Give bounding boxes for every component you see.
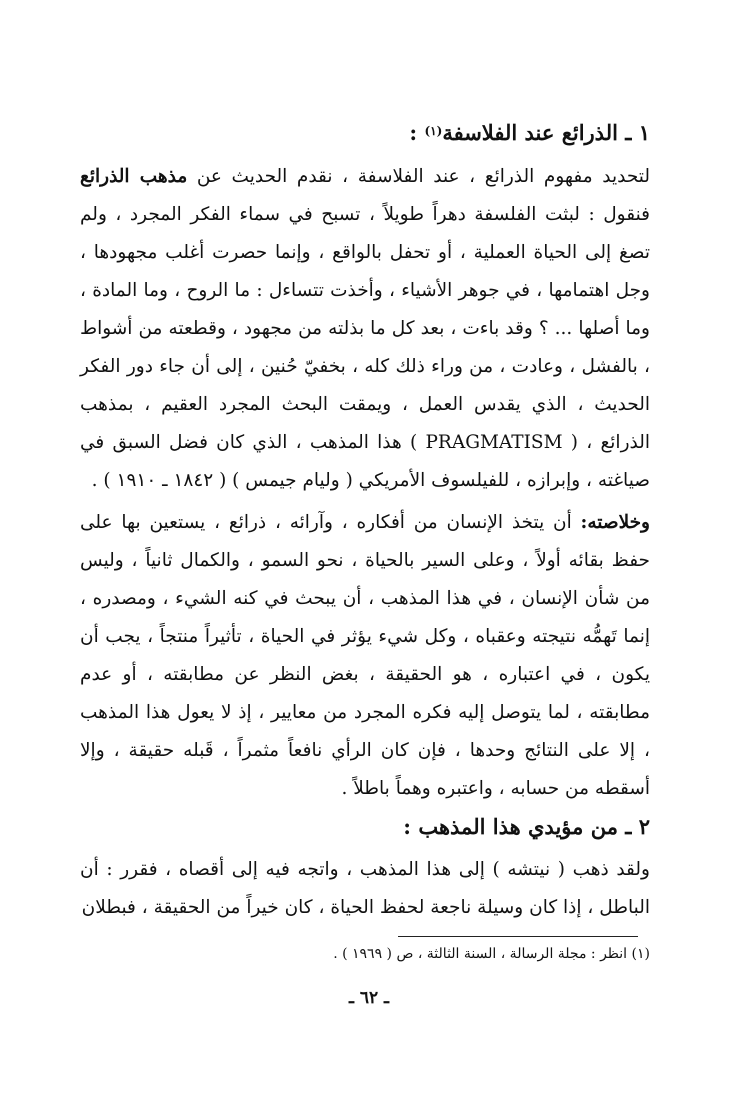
paragraph-intro xyxy=(80,158,650,500)
summary-label: وخلاصته: xyxy=(580,512,650,533)
paragraph-lead: لتحديد مفهوم الذرائع ، عند الفلاسفة ، نقدم الحديث عن xyxy=(187,166,650,187)
footnote-divider xyxy=(398,936,638,937)
paragraph-body: فنقول : لبثت الفلسفة دهراً طويلاً ، تسبح في سماء الفكر المجرد ، ولم تصغ إلى الحياة العملية ، أو تحفل بالواقع ، وإنما حصرت أغلب مجهودها ، وجل اهتمامها ، في جوهر الأشياء ، وأخذت تتساءل : ما الروح ، وما المادة ، وما أصلها ... ؟ وقد باءت ، بعد كل ما بذلته من مجهود ، وقطعته من أشواط ، بالفشل ، وعادت ، من وراء ذلك كله ، بخفيّ حُنين ، إلى أن جاء دور الفكر الحديث ، الذي يقدس العمل ، ويمقت البحث المجرد العقيم ، بمذهب الذرائع ، ( PRAGMATISM ) هذا المذهب ، الذي كان فضل السبق في صياغته ، وإبرازه ، للفيلسوف الأمريكي ( وليام جيمس ) ( ١٨٤٢ ـ ١٩١٠ ) . xyxy=(80,204,650,491)
section-heading-1 xyxy=(409,118,650,148)
footnote: (١) انظر : مجلة الرسالة ، السنة الثالثة ، ص ( ١٩٦٩ ) . xyxy=(333,946,650,962)
footnote-marker: (١) xyxy=(424,124,443,138)
paragraph-supporters: ولقد ذهب ( نيتشه ) إلى هذا المذهب ، واتجه فيه إلى أقصاه ، فقرر : أن الباطل ، إذا كان وسيلة ناجعة لحفظ الحياة ، كان خيراً من الحقيقة ، فبطلان xyxy=(80,859,650,918)
paragraph-body: أن يتخذ الإنسان من أفكاره ، وآرائه ، ذرائع ، يستعين بها على حفظ بقائه أولاً ، وعلى السير بالحياة ، نحو السمو ، والكمال ثانياً ، وليس من شأن الإنسان ، في هذا المذهب ، أن يبحث في كنه الشيء ، ومصدره ، إنما تَهمُّه نتيجته وعقباه ، وكل شيء يؤثر في الحياة ، تأثيراً منتجاً ، يجب أن يكون ، في اعتباره ، هو الحقيقة ، بغض النظر عن مطابقته ، أو عدم مطابقته ، لما يتوصل إليه فكره المجرد من معايير ، إذ لا يعول هذا المذهب ، إلا على النتائج وحدها ، فإن كان الرأي نافعاً مثمراً ، قَبله حقيقة ، وإلا أسقطه من حسابه ، واعتبره وهماً باطلاً . xyxy=(80,512,650,799)
term-highlight: مذهب الذرائع xyxy=(80,166,188,187)
paragraph-summary xyxy=(80,504,650,808)
section-heading-2: ٢ ـ من مؤيدي هذا المذهب : xyxy=(403,814,650,839)
heading-text: ١ ـ الذرائع عند الفلاسفة xyxy=(442,120,650,145)
page-number: ـ ٦٢ ـ xyxy=(348,988,390,1008)
heading-suffix: : xyxy=(409,120,425,145)
